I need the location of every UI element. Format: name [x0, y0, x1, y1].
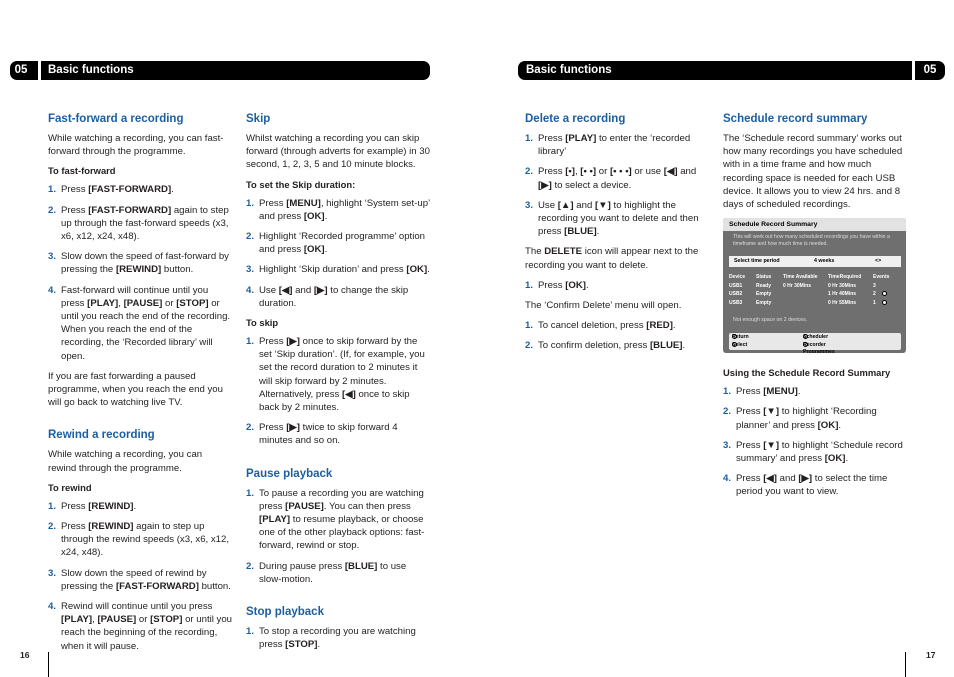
footer-rule-right [905, 652, 906, 677]
heading-stop: Stop playback [246, 606, 324, 619]
list-item: 1. Press [FAST-FORWARD]. [48, 184, 174, 196]
column-4 [723, 112, 913, 506]
footer-rule-left [48, 652, 49, 677]
page-number-right: 17 [926, 650, 936, 660]
list-item: 3. Press [▼] to highlight ‘Schedule record summary’ and press [OK]. [723, 439, 903, 465]
list-item: 4. Use [◀] and [▶] to change the skip duration. [246, 284, 409, 309]
ff-intro: While watching a recording, you can fast-forward through the programme. [48, 133, 224, 158]
list-item: 3. Use [▲] and [▼] to highlight the recording you want to delete and then press [BLUE]. [525, 199, 699, 238]
section-header-right [518, 61, 945, 80]
delete-ok-step [525, 279, 710, 292]
ff-note: If you are fast forwarding a paused programme, when you reach the end you will go back to watching live TV. [48, 370, 223, 409]
column-2 [246, 112, 431, 658]
table-header: Device Status Time Available TimeRequired Events [729, 274, 890, 281]
list-item: 2. Press [▶] twice to skip forward 4 minutes and so on. [246, 422, 398, 447]
schedule-summary-screenshot [723, 218, 906, 353]
chapter-title: Basic functions [48, 64, 134, 76]
page-number-left: 16 [20, 650, 30, 660]
ff-steps [48, 183, 233, 362]
list-item: 1. To pause a recording you are watching press [PAUSE]. You can then press [PLAY] to resume playback, or choose one of the other playback options: fast-forward, rewind or stop. [246, 487, 425, 552]
list-item: 1. To cancel deletion, press [RED]. [525, 320, 676, 332]
confirm-steps [525, 319, 710, 352]
warning-icon [882, 291, 887, 296]
list-item: 3. Slow down the speed of rewind by pressing the [FAST-FORWARD] button. [48, 567, 231, 592]
list-item: 2. Press [FAST-FORWARD] again to step up through the fast-forward speeds (x3, x6, x12, x24, x48). [48, 204, 229, 243]
space-warning: Not enough space on 2 devices. [733, 317, 808, 324]
rw-steps [48, 500, 233, 653]
list-item: 3. Slow down the speed of fast-forward by pressing the [REWIND] button. [48, 251, 229, 276]
list-item: 1. Press [PLAY] to enter the ‘recorded library’ [525, 133, 691, 158]
menu-title: Schedule Record Summary [723, 218, 906, 231]
confirm-note: The ‘Confirm Delete’ menu will open. [525, 300, 682, 312]
list-item: 1. To stop a recording you are watching press [STOP]. [246, 626, 416, 651]
time-period-selector [729, 256, 901, 267]
skip-subheading-set: To set the Skip duration: [246, 178, 356, 190]
section-header-left [10, 61, 430, 80]
selector-value: 4 weeks [814, 258, 835, 265]
menu-footer: Return Select Scheduler Recorder Programmes [729, 333, 901, 350]
heading-pause: Pause playback [246, 467, 333, 480]
heading-schedule-summary: Schedule record summary [723, 113, 868, 125]
rw-intro: While watching a recording, you can rewind through the programme. [48, 449, 203, 474]
skip-steps [246, 335, 431, 448]
heading-delete: Delete a recording [525, 113, 626, 125]
header-divider [912, 61, 915, 80]
column-3 [525, 112, 710, 360]
list-item: 4. Press [◀] and [▶] to select the time period you want to view. [723, 473, 888, 498]
list-item: 3. Highlight ‘Skip duration’ and press [OK]. [246, 264, 430, 276]
list-item: 4. Rewind will continue until you press [PLAY], [PAUSE] or [STOP] or until you reach the beginning of the recording, when it will pause. [48, 601, 233, 652]
menu-description: This will work out how many scheduled recordings you have within a timeframe and how much time is needed. [733, 234, 890, 248]
list-item: 2. Press [•], [• •] or [• • •] or use [◀] and [▶] to select a device. [525, 166, 697, 191]
table-row: USB1 Ready 0 Hr 30Mins 0 Hr 30Mins 3 [729, 282, 876, 289]
list-item: 2. Press [REWIND] again to step up through the rewind speeds (x3, x6, x12, x24, x48). [48, 521, 229, 559]
skip-subheading-skip: To skip [246, 317, 279, 329]
skip-set-steps [246, 197, 431, 310]
selector-label: Select time period [734, 258, 780, 265]
skip-intro: Whilst watching a recording you can skip forward (through adverts for example) in 30 second, 1, 2, 3, 5 and 10 minute blocks. [246, 133, 430, 171]
list-item: 1. Press [▶] once to skip forward by the set ‘Skip duration’. (If, for example, you set the record duration to 2 minutes it will skip forward by 2 minutes. Alternatively, press [◀] once to skip back by 2 minutes. [246, 336, 425, 414]
list-item: 4. Fast-forward will continue until you press [PLAY], [PAUSE] or [STOP] or until you reach the end of the recording. When you reach the end of the recording, the ‘Recorded library’ will open. [48, 284, 231, 362]
ff-subheading: To fast-forward [48, 165, 116, 177]
schedule-subheading: Using the Schedule Record Summary [723, 367, 891, 379]
delete-note: The DELETE icon will appear next to the recording you want to delete. [525, 246, 699, 271]
selector-arrows: <> [875, 258, 882, 265]
list-item: 2. Highlight ‘Recorded programme’ option and press [OK]. [246, 231, 426, 256]
column-1 [48, 112, 233, 660]
heading-fast-forward: Fast-forward a recording [48, 113, 184, 125]
schedule-intro: The ‘Schedule record summary’ works out how many recordings you have scheduled with in a time frame and how much recording space is needed for each USB device. It allows you to view 24 hrs. and 8 days of scheduled recordings. [723, 133, 903, 211]
table-row: USB3 Empty 0 Hr 55Mins 1 [729, 300, 890, 309]
chapter-number: 05 [923, 64, 937, 76]
heading-rewind: Rewind a recording [48, 429, 155, 442]
warning-icon [882, 300, 887, 305]
list-item: 2. To confirm deletion, press [BLUE]. [525, 340, 686, 352]
table-row: USB2 Empty 1 Hr 40Mins 2 [729, 291, 890, 300]
chapter-number: 05 [14, 64, 28, 76]
header-divider [38, 61, 41, 80]
list-item: 1. Press [MENU], highlight ‘System set-up’ and press [OK]. [246, 197, 430, 222]
schedule-steps [723, 385, 913, 498]
stop-steps [246, 625, 431, 651]
list-item: 2. During pause press [BLUE] to use slow-motion. [246, 560, 407, 585]
heading-skip: Skip [246, 113, 271, 125]
device-table [729, 274, 890, 308]
list-item: 1. Press [OK]. [525, 279, 589, 291]
pause-steps [246, 487, 431, 586]
list-item: 1. Press [MENU]. [723, 386, 801, 398]
rw-subheading: To rewind [48, 481, 92, 493]
delete-steps [525, 132, 710, 238]
list-item: 1. Press [REWIND]. [48, 500, 137, 512]
chapter-title: Basic functions [526, 64, 612, 76]
list-item: 2. Press [▼] to highlight ‘Recording planner’ and press [OK]. [723, 406, 877, 431]
